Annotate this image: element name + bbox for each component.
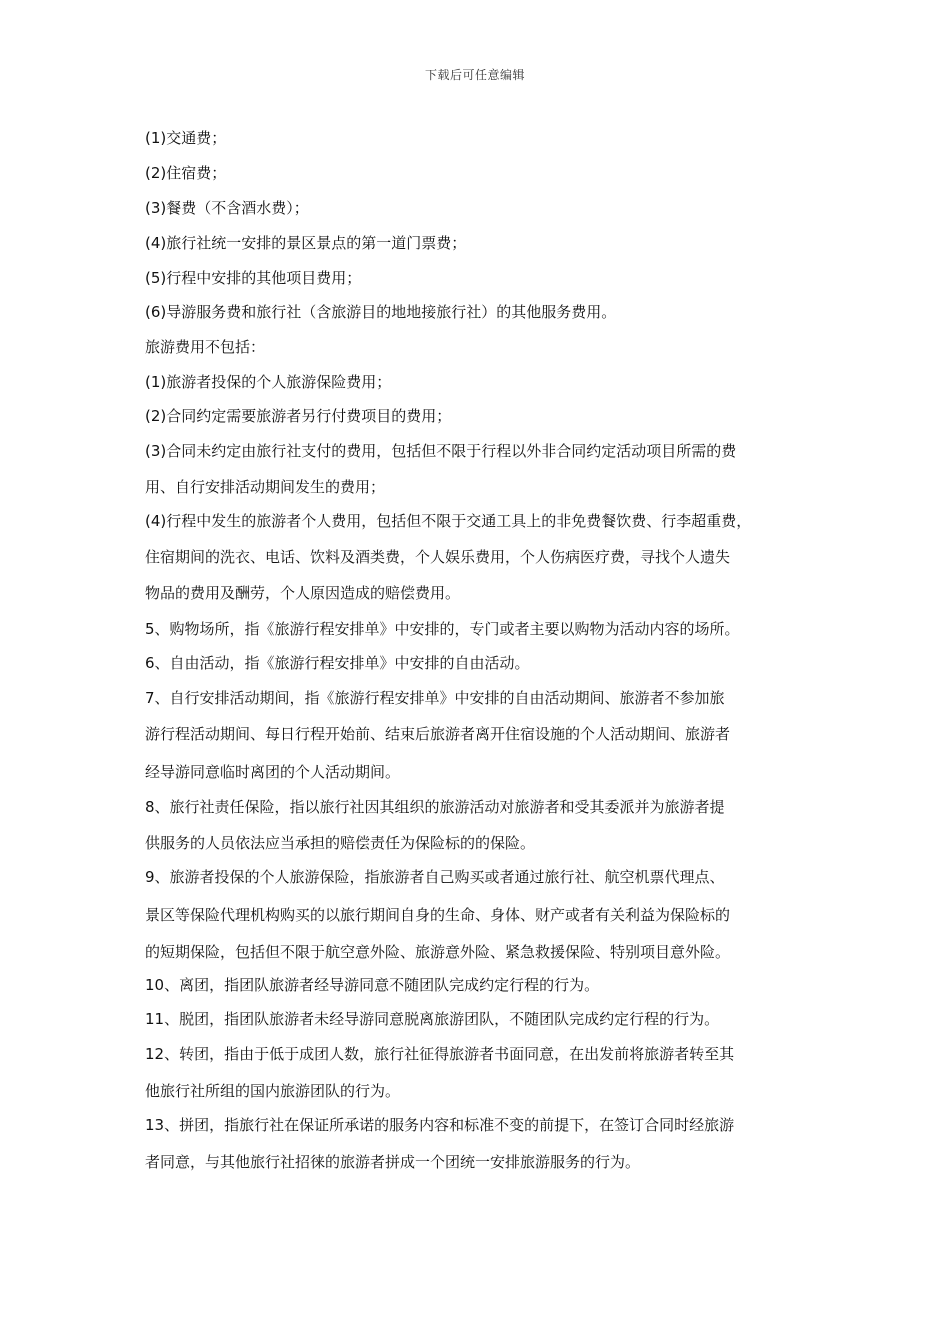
text-line: 12、转团，指由于低于成团人数，旅行社征得旅游者书面同意，在出发前将旅游者转至其 [145,1045,735,1063]
text-line: 7、自行安排活动期间，指《旅游行程安排单》中安排的自由活动期间、旅游者不参加旅 [145,689,725,707]
text-line: 10、离团，指团队旅游者经导游同意不随团队完成约定行程的行为。 [145,976,600,994]
section-heading: 旅游费用不包括： [145,338,266,356]
text-line: (2)合同约定需要旅游者另行付费项目的费用； [145,407,452,425]
text-line: (4)行程中发生的旅游者个人费用，包括但不限于交通工具上的非免费餐饮费、行李超重费， [145,512,752,530]
text-line: 8、旅行社责任保险，指以旅行社因其组织的旅游活动对旅游者和受其委派并为旅游者提 [145,798,725,816]
text-line: 9、旅游者投保的个人旅游保险，指旅游者自己购买或者通过旅行社、航空机票代理点、 [145,868,725,886]
text-line: (1)交通费； [145,129,227,147]
text-line: 者同意，与其他旅行社招徕的旅游者拼成一个团统一安排旅游服务的行为。 [145,1153,641,1171]
text-line: 他旅行社所组的国内旅游团队的行为。 [145,1082,401,1100]
text-line: 6、自由活动，指《旅游行程安排单》中安排的自由活动。 [145,654,530,672]
text-line: (3)餐费（不含酒水费）； [145,199,309,217]
text-line: (4)旅行社统一安排的景区景点的第一道门票费； [145,234,467,252]
text-line: (3)合同未约定由旅行社支付的费用，包括但不限于行程以外非合同约定活动项目所需的费 [145,442,737,460]
text-line: 的短期保险，包括但不限于航空意外险、旅游意外险、紧急救援保险、特别项目意外险。 [145,943,731,961]
text-line: 景区等保险代理机构购买的以旅行期间自身的生命、身体、财产或者有关利益为保险标的 [145,906,731,924]
text-line: (5)行程中安排的其他项目费用； [145,269,362,287]
text-line: 供服务的人员依法应当承担的赔偿责任为保险标的的保险。 [145,834,536,852]
text-line: 游行程活动期间、每日行程开始前、结束后旅游者离开住宿设施的个人活动期间、旅游者 [145,725,731,743]
text-line: 用、自行安排活动期间发生的费用； [145,478,386,496]
text-line: (1)旅游者投保的个人旅游保险费用； [145,373,392,391]
page-header-note: 下载后可任意编辑 [424,68,525,82]
text-line: 住宿期间的洗衣、电话、饮料及酒类费，个人娱乐费用，个人伤病医疗费，寻找个人遗失 [145,548,731,566]
text-line: 5、购物场所，指《旅游行程安排单》中安排的，专门或者主要以购物为活动内容的场所。 [145,620,740,638]
text-line: (6)导游服务费和旅行社（含旅游目的地地接旅行社）的其他服务费用。 [145,303,617,321]
text-line: 11、脱团，指团队旅游者未经导游同意脱离旅游团队，不随团队完成约定行程的行为。 [145,1010,720,1028]
text-line: 13、拼团，指旅行社在保证所承诺的服务内容和标准不变的前提下，在签订合同时经旅游 [145,1116,735,1134]
text-line: 经导游同意临时离团的个人活动期间。 [145,763,401,781]
text-line: 物品的费用及酬劳，个人原因造成的赔偿费用。 [145,584,461,602]
text-line: (2)住宿费； [145,164,227,182]
